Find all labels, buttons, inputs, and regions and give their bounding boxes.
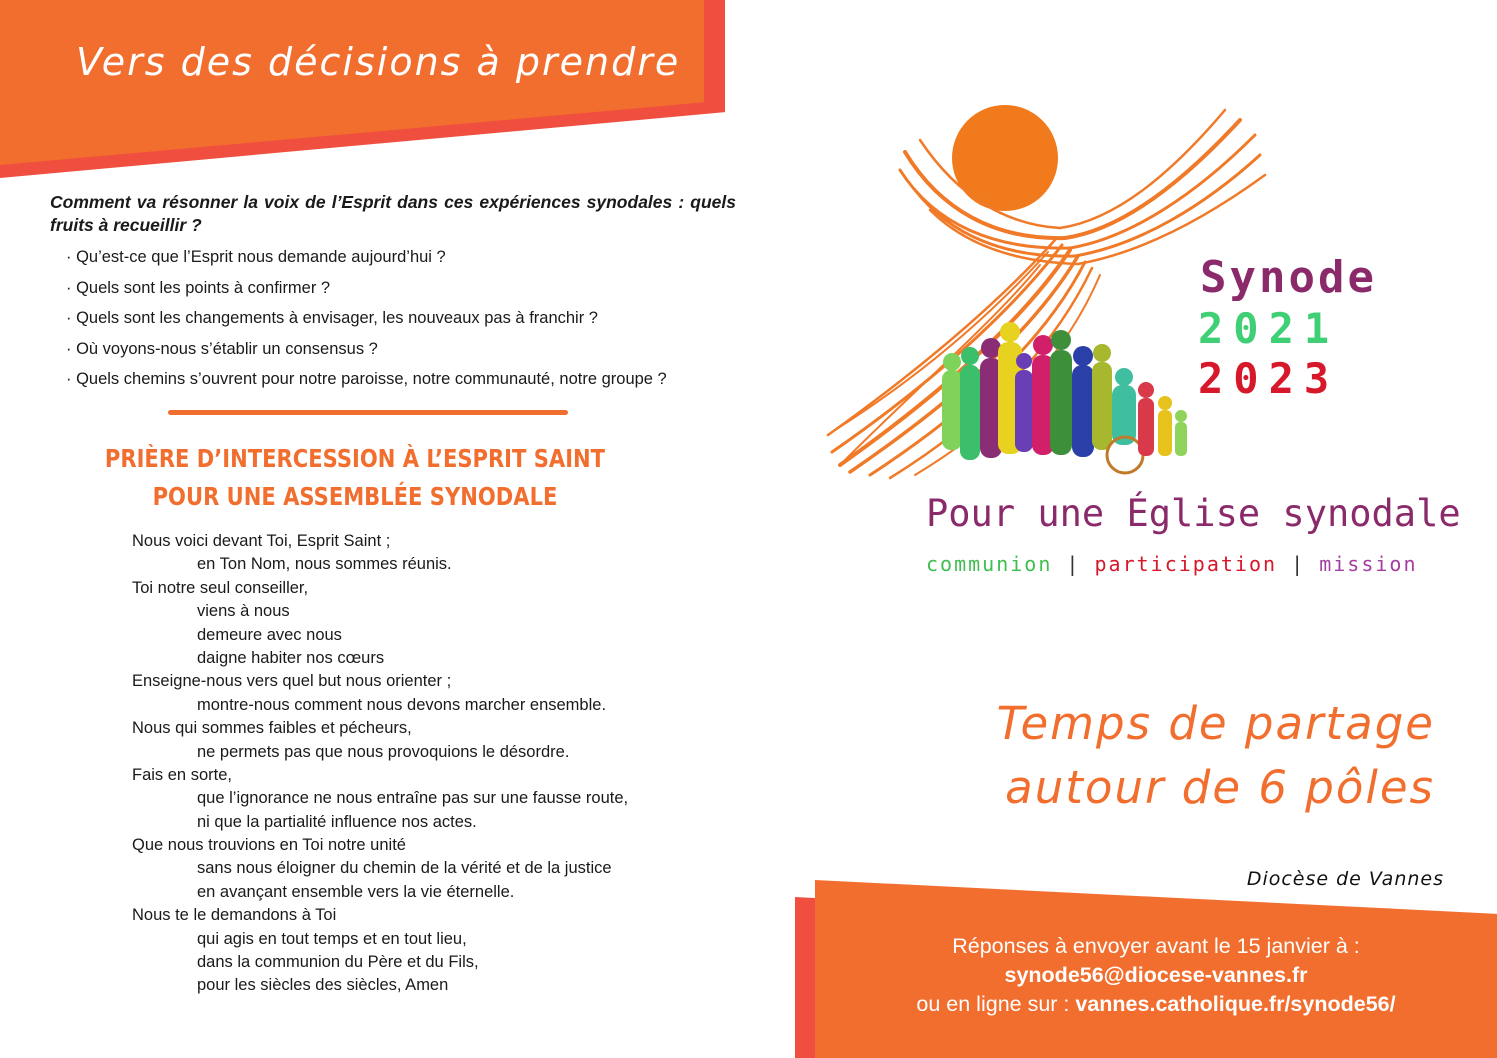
prayer-line: Enseigne-nous vers quel but nous orienter ; xyxy=(132,672,452,691)
prayer-title-line: POUR UNE ASSEMBLÉE SYNODALE xyxy=(152,482,558,511)
question-item: · Où voyons-nous s’établir un consensus ? xyxy=(66,339,378,358)
question-item: · Quels sont les changements à envisager, les nouveaux pas à franchir ? xyxy=(66,309,598,327)
prayer-line: Que nous trouvions en Toi notre unité xyxy=(132,836,406,855)
prayer-line: demeure avec nous xyxy=(197,625,342,644)
crowd-of-people-figures xyxy=(942,322,1187,473)
logo-synode-word: Synode xyxy=(1200,252,1377,303)
question-item: · Qu’est-ce que l’Esprit nous demande aujourd’hui ? xyxy=(66,248,446,266)
footer-online-label: ou en ligne sur : xyxy=(916,992,1076,1016)
keyword-mission: mission xyxy=(1319,552,1418,576)
logo-keywords xyxy=(926,552,1418,576)
prayer-line: Fais en sorte, xyxy=(132,765,232,784)
cover-title xyxy=(950,692,1435,820)
prayer-line: Toi notre seul conseiller, xyxy=(132,578,309,597)
prayer-line: en avançant ensemble vers la vie éternelle. xyxy=(197,882,515,901)
keyword-divider: | xyxy=(1291,552,1306,576)
keyword-participation: participation xyxy=(1094,552,1278,576)
prayer-line: dans la communion du Père et du Fils, xyxy=(197,953,479,972)
prayer-line: sans nous éloigner du chemin de la vérité et de la justice xyxy=(197,859,612,878)
logo-year-start: 2021 xyxy=(1198,304,1340,353)
prayer-line: montre-nous comment nous devons marcher ensemble. xyxy=(197,695,607,714)
prayer-title xyxy=(101,440,608,516)
logo-year-end: 2023 xyxy=(1198,354,1340,403)
prayer-line: ni que la partialité influence nos actes. xyxy=(197,812,477,831)
footer-url-link[interactable]: vannes.catholique.fr/synode56/ xyxy=(1075,992,1396,1016)
prayer-line: Nous qui sommes faibles et pécheurs, xyxy=(132,719,412,738)
prayer-text xyxy=(132,530,628,998)
prayer-line: ne permets pas que nous provoquions le désordre. xyxy=(197,742,570,761)
question-item: · Quels sont les points à confirmer ? xyxy=(66,278,331,297)
prayer-line: que l’ignorance ne nous entraîne pas sur une fausse route, xyxy=(197,789,629,808)
prayer-title-line: PRIÈRE D’INTERCESSION À L’ESPRIT SAINT xyxy=(104,444,606,473)
prayer-line: daigne habiter nos cœurs xyxy=(197,648,385,667)
logo-tagline: Pour une Église synodale xyxy=(926,492,1461,535)
prayer-line: viens à nous xyxy=(197,602,290,621)
prayer-line: qui agis en tout temps et en tout lieu, xyxy=(197,929,467,948)
diocese-name: Diocèse de Vannes xyxy=(1246,868,1444,890)
prayer-line: pour les siècles des siècles, Amen xyxy=(197,976,449,995)
cover-title-line: autour de 6 pôles xyxy=(1005,761,1435,814)
footer-email-link[interactable]: synode56@diocese-vannes.fr xyxy=(1004,963,1308,987)
prayer-line: en Ton Nom, nous sommes réunis. xyxy=(197,555,452,574)
footer-deadline: Réponses à envoyer avant le 15 janvier à : xyxy=(952,934,1360,958)
section-divider xyxy=(168,410,568,415)
keyword-communion: communion xyxy=(926,552,1053,576)
keyword-divider: | xyxy=(1066,552,1081,576)
question-intro: Comment va résonner la voix de l’Esprit dans ces expériences synodales : quels fruits à recueillir ? xyxy=(50,192,736,235)
footer-contact xyxy=(815,932,1497,1019)
question-item: · Quels chemins s’ouvrent pour notre paroisse, notre communauté, notre groupe ? xyxy=(66,370,667,388)
prayer-line: Nous te le demandons à Toi xyxy=(132,906,337,925)
sun-icon xyxy=(952,105,1058,211)
cover-title-line: Temps de partage xyxy=(996,697,1435,750)
prayer-line: Nous voici devant Toi, Esprit Saint ; xyxy=(132,532,391,550)
banner-title: Vers des décisions à prendre xyxy=(76,40,681,84)
question-list xyxy=(66,246,667,399)
